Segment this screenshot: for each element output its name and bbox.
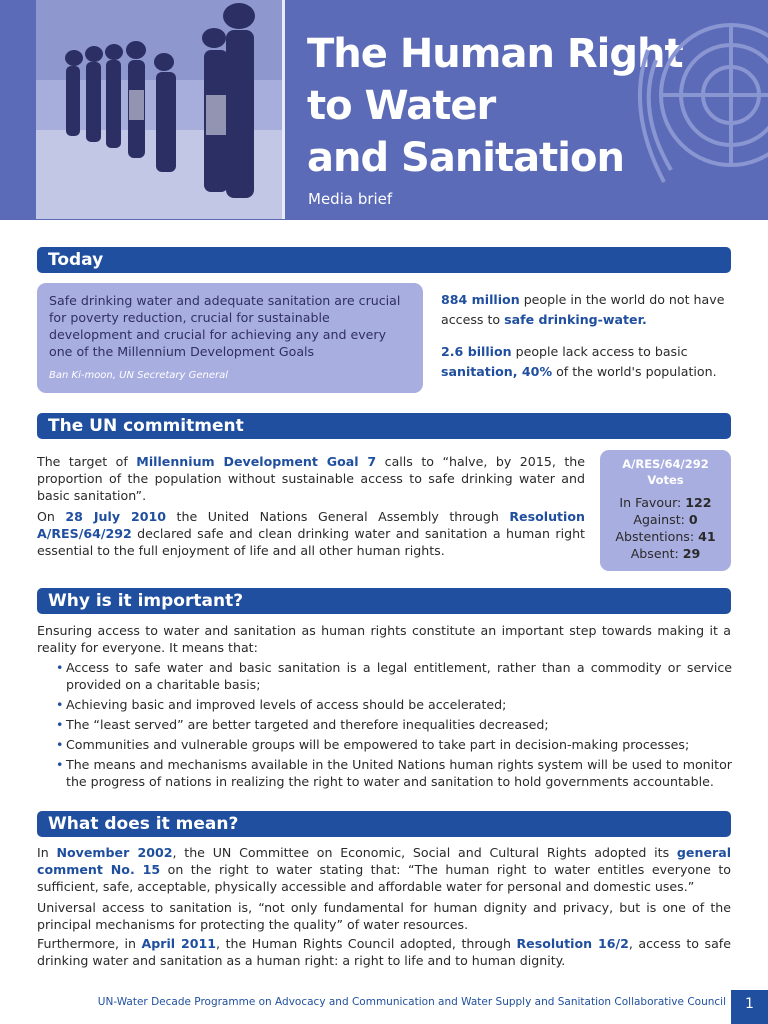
votes-abstentions xyxy=(600,528,731,545)
stat-sanitation-emphasis: sanitation, 40% xyxy=(441,364,553,379)
title-line-1: The Human Right xyxy=(307,31,683,77)
stat-sanitation xyxy=(441,342,741,382)
stat-sanitation-end: of the world's population. xyxy=(552,364,717,379)
resolution-64-292: Resolution A/RES/64/292 xyxy=(37,509,585,541)
title-line-3: and Sanitation xyxy=(307,135,624,181)
commitment-paragraph-2 xyxy=(37,508,585,559)
text-run: On xyxy=(37,509,66,524)
quote-box xyxy=(37,283,423,393)
un-emblem-icon xyxy=(626,0,768,200)
stat-sanitation-number: 2.6 billion xyxy=(441,344,512,359)
votes-value: 29 xyxy=(682,546,701,561)
meaning-paragraph-1 xyxy=(37,844,731,895)
votes-against xyxy=(600,511,731,528)
list-item: • The “least served” are better targeted and therefore inequalities decreased; xyxy=(56,716,732,733)
votes-label: In Favour: xyxy=(619,495,686,510)
stat-water-number: 884 million xyxy=(441,292,520,307)
date-nov-2002: November 2002 xyxy=(56,845,173,860)
header-photo xyxy=(36,0,285,219)
women-carrying-water-photo xyxy=(36,0,282,219)
section-heading-commitment: The UN commitment xyxy=(37,413,731,439)
votes-box xyxy=(600,450,731,571)
text-run: Furthermore, in xyxy=(37,936,142,951)
votes-value: 41 xyxy=(698,529,716,544)
section-heading-meaning: What does it mean? xyxy=(37,811,731,837)
votes-heading-label: Votes xyxy=(647,473,684,487)
text-run: declared safe and clean drinking water and sanitation a human right essential to the full enjoyment of life and all other human rights. xyxy=(37,526,585,558)
header-banner xyxy=(0,0,768,220)
meaning-paragraph-2: Universal access to sanitation is, “not only fundamental for human dignity and privacy, but is one of the principal mechanisms for protecting the quality” of water resources. xyxy=(37,900,731,932)
list-item: • Achieving basic and improved levels of access should be accelerated; xyxy=(56,696,732,713)
list-item: • Access to safe water and basic sanitation is a legal entitlement, rather than a commodity or service provided on a charitable basis; xyxy=(56,659,732,693)
votes-absent xyxy=(600,545,731,562)
stat-water xyxy=(441,290,741,330)
votes-label: Absent: xyxy=(630,546,683,561)
footer-text: UN-Water Decade Programme on Advocacy and Communication and Water Supply and Sanitation Collaborative Council xyxy=(97,996,726,1008)
important-bullet-list xyxy=(56,659,732,793)
text-run: , access to safe drinking water and sanitation as a human right: a right to life and to human dignity. xyxy=(37,936,731,968)
section-heading-important: Why is it important? xyxy=(37,588,731,614)
date-april-2011: April 2011 xyxy=(141,936,217,951)
commitment-paragraph-1 xyxy=(37,453,585,504)
votes-heading xyxy=(600,456,731,488)
text-run: , the Human Rights Council adopted, through xyxy=(216,936,517,951)
section-heading-today: Today xyxy=(37,247,731,273)
meaning-paragraph-3 xyxy=(37,935,731,969)
quote-text: Safe drinking water and adequate sanitation are crucial for poverty reduction, crucial for sustainable development and crucial for achieving any and every one of the Millennium Development Goals xyxy=(49,293,401,359)
mdg7-link-text: Millennium Development Goal 7 xyxy=(136,454,377,469)
votes-label: Abstentions: xyxy=(615,529,699,544)
votes-heading-resolution: A/RES/64/292 xyxy=(622,457,709,471)
date-july-2010: 28 July 2010 xyxy=(65,509,166,524)
stat-sanitation-text: people lack access to basic xyxy=(511,344,688,359)
text-run: on the right to water stating that: “The human right to water entitles everyone to sufficient, safe, acceptable, physically accessible and affordable water for personal and domestic uses.” xyxy=(37,862,731,894)
page-number: 1 xyxy=(731,990,768,1024)
stat-water-emphasis: safe drinking-water. xyxy=(504,312,647,327)
quote-author: Ban Ki-moon, UN Secretary General xyxy=(49,370,229,381)
general-comment-15: general comment No. 15 xyxy=(37,845,732,877)
stat-water-text: people in the world do not have access to xyxy=(441,292,725,327)
votes-value: 0 xyxy=(688,512,698,527)
votes-label: Against: xyxy=(633,512,689,527)
list-item: • Communities and vulnerable groups will be empowered to take part in decision-making processes; xyxy=(56,736,732,753)
text-run: , the UN Committee on Economic, Social and Cultural Rights adopted its xyxy=(172,845,677,860)
resolution-16-2: Resolution 16/2 xyxy=(516,936,629,951)
text-run: the United Nations General Assembly through xyxy=(166,509,510,524)
list-item: • The means and mechanisms available in the United Nations human rights system will be used to monitor the progress of nations in realizing the right to water and sanitation to hold governments accountable. xyxy=(56,756,732,790)
text-run: In xyxy=(37,845,57,860)
votes-favour xyxy=(600,494,731,511)
title-line-2: to Water xyxy=(307,83,496,129)
text-run: calls to “halve, by 2015, the proportion of the population without sustainable access to safe drinking water and basic sanitation”. xyxy=(37,454,585,503)
important-intro: Ensuring access to water and sanitation as human rights constitute an important step towards making it a reality for everyone. It means that: xyxy=(37,623,731,655)
votes-value: 122 xyxy=(685,495,712,510)
page-subtitle: Media brief xyxy=(308,190,393,208)
text-run: The target of xyxy=(37,454,137,469)
